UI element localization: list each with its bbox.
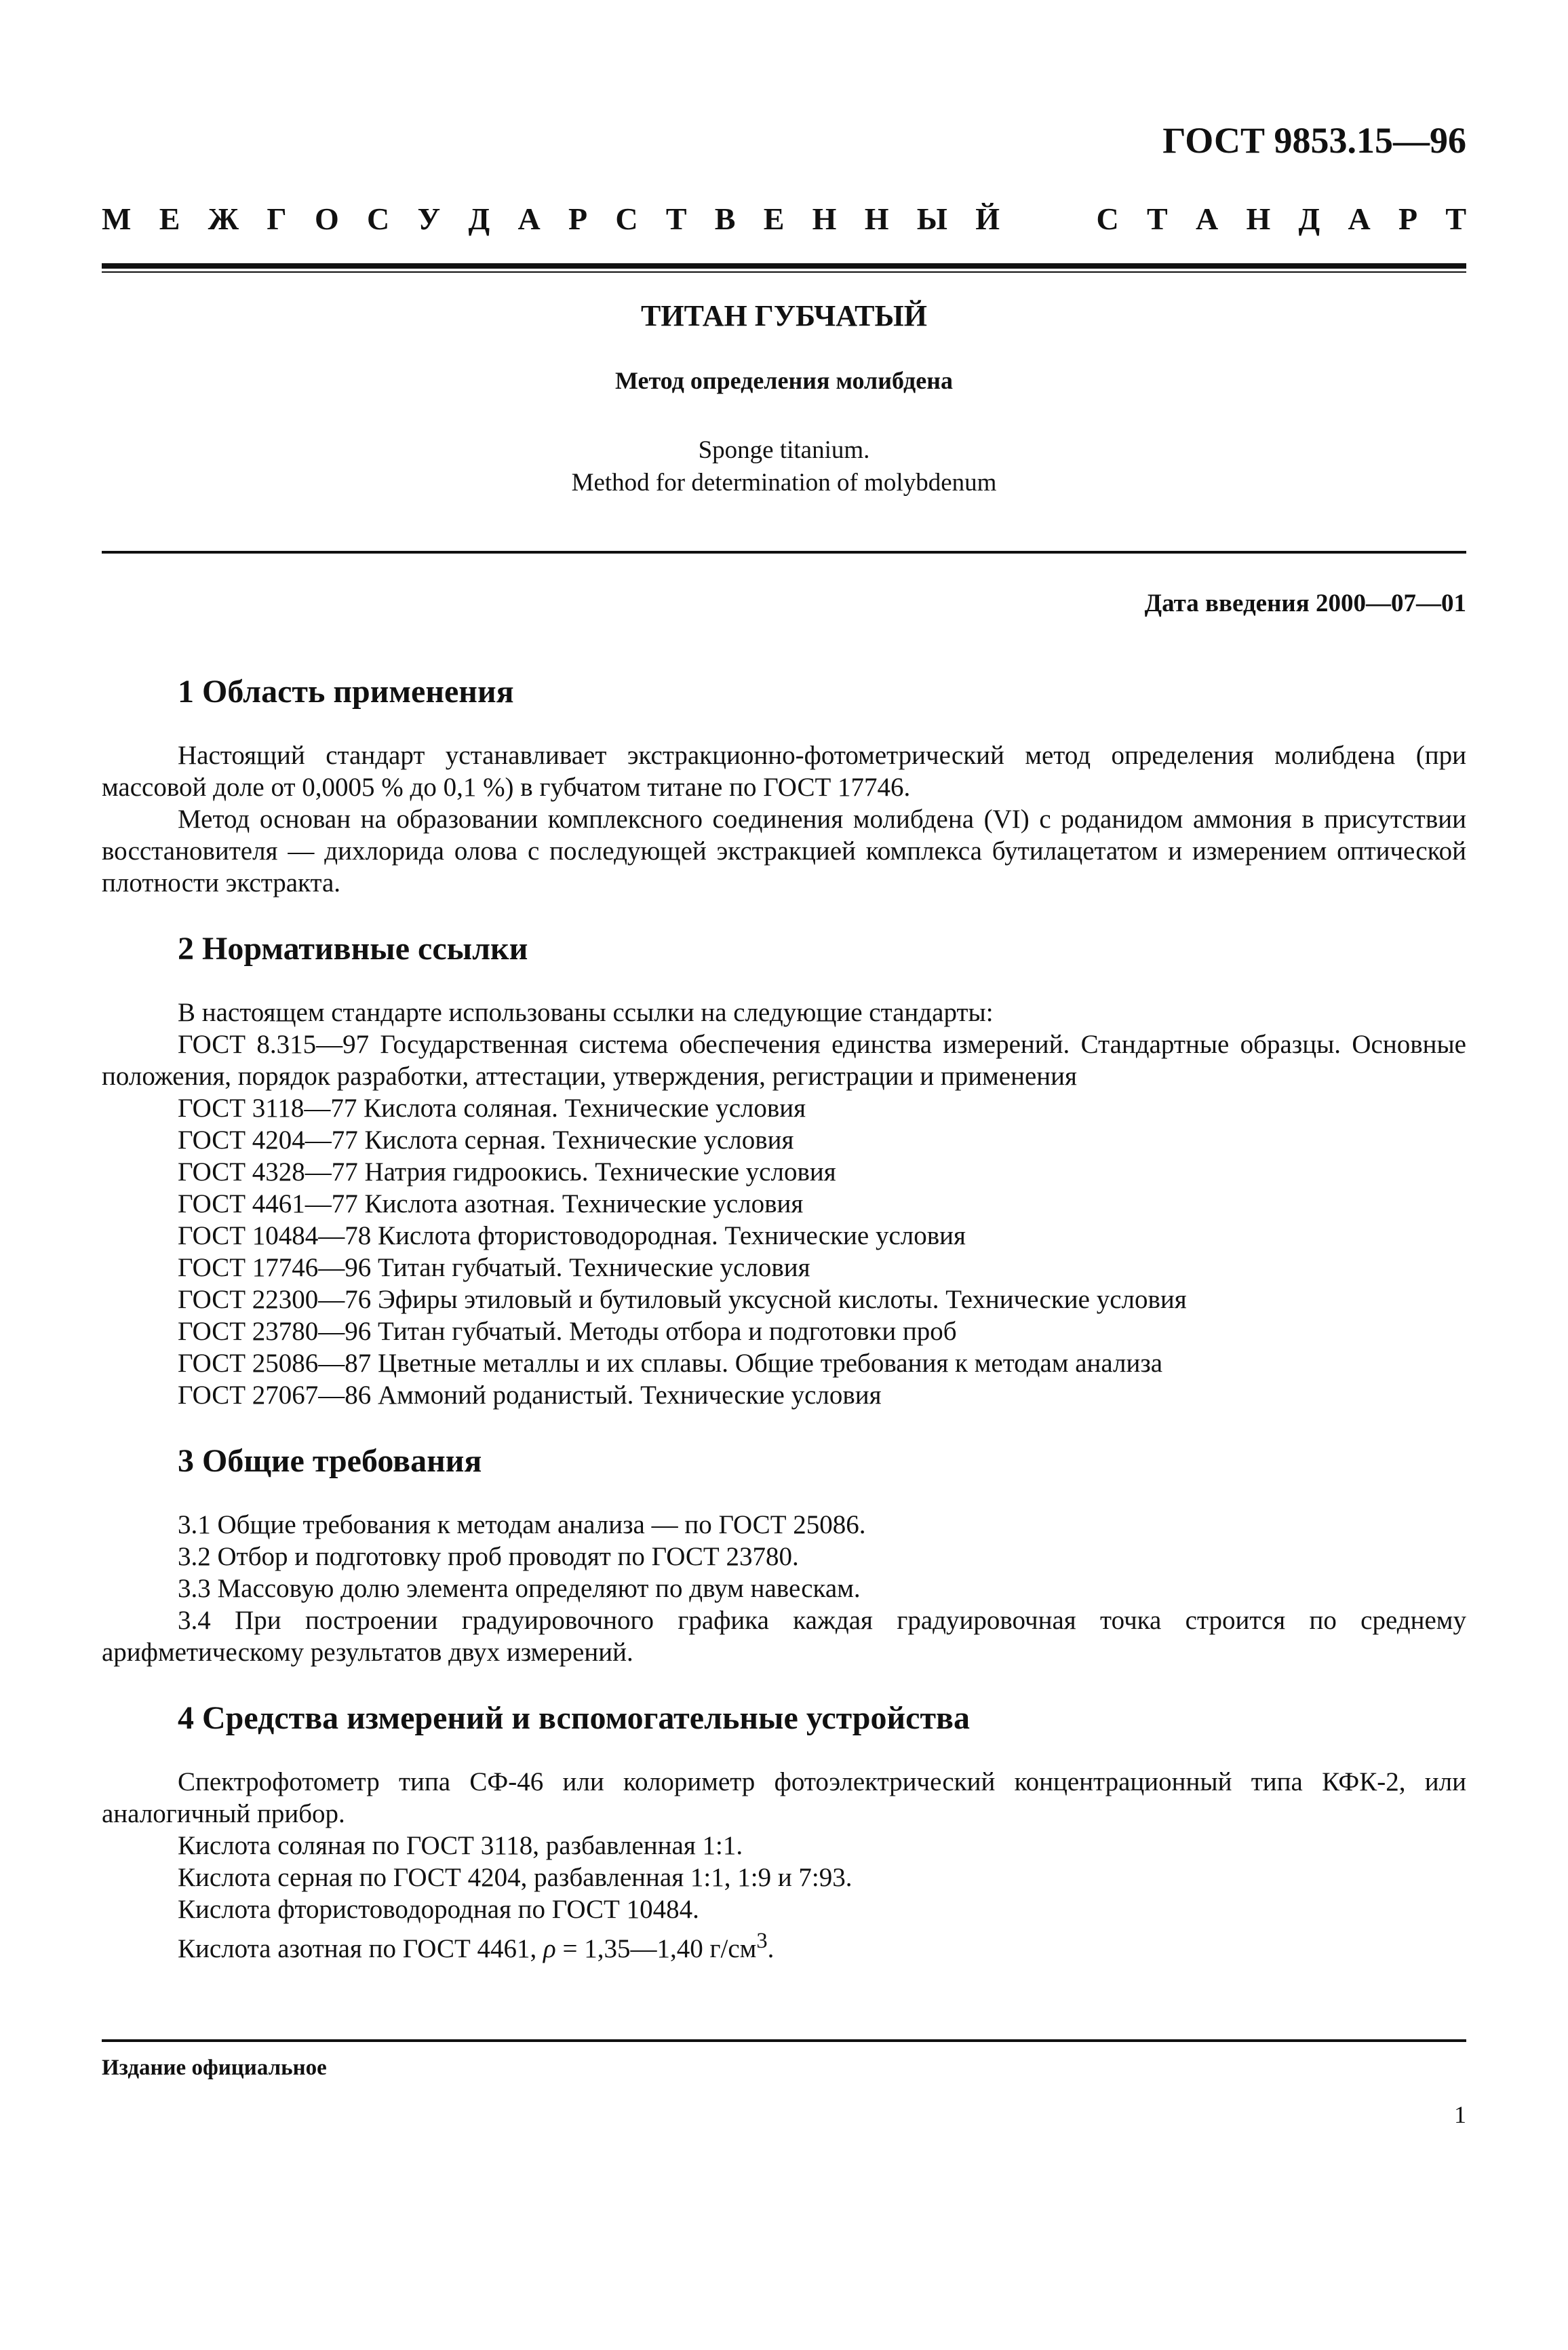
page-number: 1 [1454,2101,1466,2128]
section-heading: 1 Область применения [178,674,514,710]
english-title-line-2: Method for determination of molybdenum [571,469,997,497]
banner-letter: О [314,201,339,236]
paragraph: Настоящий стандарт устанавливает экстракционно-фотометрический метод определения молибдена (при массовой доле от 0,0005 % до 0,1 %) в губчатом титане по ГОСТ 17746. [102,741,1466,802]
banner-letter: У [417,201,441,236]
banner-letter: В [714,201,736,236]
english-title [0,434,1568,499]
clause: 3.4 При построении градуировочного графика каждая градуировочная точка строится по среднему арифметическому результатов двух измерений. [102,1606,1466,1667]
clause: 3.3 Массовую долю элемента определяют по двум навескам. [178,1574,861,1603]
section-heading: 4 Средства измерений и вспомогательные устройства [178,1700,970,1736]
banner-letter: Т [1147,201,1168,236]
gost-number: ГОСТ 9853.15—96 [1162,120,1466,161]
banner-letter: С [1096,201,1119,236]
section-general-requirements [102,1441,1466,1668]
density-symbol: ρ [543,1934,556,1963]
banner-letter: Н [812,201,837,236]
reference-item: ГОСТ 25086—87 Цветные металлы и их сплавы. Общие требования к методам анализа [178,1349,1163,1378]
banner-letter: Е [159,201,180,236]
banner-letter: Ы [916,201,947,236]
reference-item: ГОСТ 4328—77 Натрия гидроокись. Технические условия [178,1157,836,1187]
banner-letter: Й [975,201,1000,236]
section-measuring-instruments [102,1698,1466,1965]
paragraph: Метод основан на образовании комплексного соединения молибдена (VI) с роданидом аммония в присутствии восстановителя — дихлорида олова с последующей экстракцией комплекса бутилацетатом и измерением оптической плотности экстракта. [102,805,1466,898]
section-normative-references [102,929,1466,1411]
banner-letter: Р [568,201,588,236]
paragraph: Кислота фтористоводородная по ГОСТ 10484. [178,1895,699,1924]
document-body [102,672,1466,1995]
reference-item: ГОСТ 23780—96 Титан губчатый. Методы отбора и подготовки проб [178,1317,957,1346]
interstate-standard-banner [102,201,1466,237]
paragraph: Спектрофотометр типа СФ-46 или колориметр фотоэлектрический концентрационный типа КФК-2, или аналогичный прибор. [102,1767,1466,1828]
english-title-line-1: Sponge titanium. [698,436,870,464]
header-rule-thick [102,263,1466,269]
banner-letter: Ж [208,201,239,236]
banner-letter: Р [1398,201,1418,236]
banner-letter: Д [468,201,490,236]
banner-letter: А [517,201,541,236]
paragraph: В настоящем стандарте использованы ссылки на следующие стандарты: [178,998,994,1027]
reference-item: ГОСТ 8.315—97 Государственная система обеспечения единства измерений. Стандартные образцы. Основные положения, порядок разработки, аттестации, утверждения, регистрации и применения [102,1030,1466,1091]
banner-letter: А [1348,201,1371,236]
section-heading: 3 Общие требования [178,1443,482,1479]
banner-letter: Г [267,201,287,236]
clause: 3.2 Отбор и подготовку проб проводят по ГОСТ 23780. [178,1542,799,1571]
text-span: Кислота азотная по ГОСТ 4461, [178,1934,544,1963]
reference-item: ГОСТ 10484—78 Кислота фтористоводородная. Технические условия [178,1221,966,1250]
text-span: = 1,35—1,40 г/см [555,1934,757,1963]
section-scope [102,672,1466,899]
superscript: 3 [756,1929,768,1953]
reference-item: ГОСТ 22300—76 Эфиры этиловый и бутиловый уксусной кислоты. Технические условия [178,1285,1187,1314]
banner-gap [1027,201,1068,237]
banner-letter: Н [1246,201,1271,236]
footer-rule [102,2039,1466,2042]
reference-item: ГОСТ 4204—77 Кислота серная. Технические условия [178,1125,794,1155]
banner-letter: Т [665,201,687,236]
banner-letter: А [1195,201,1219,236]
reference-list [102,1092,1466,1411]
paragraph-nitric-acid [102,1925,1466,1965]
clause: 3.1 Общие требования к методам анализа — по ГОСТ 25086. [178,1510,866,1539]
paragraph: Кислота соляная по ГОСТ 3118, разбавленная 1:1. [178,1831,743,1860]
header-bottom-rule [102,551,1466,554]
official-edition-label: Издание официальное [102,2056,327,2080]
header-rule-thin [102,271,1466,273]
reference-item: ГОСТ 3118—77 Кислота соляная. Технические условия [178,1094,806,1123]
reference-item: ГОСТ 17746—96 Титан губчатый. Технические условия [178,1253,810,1282]
banner-letter: Д [1298,201,1320,236]
banner-letter: М [102,201,132,236]
banner-letter: С [615,201,638,236]
banner-letter: Т [1445,201,1466,236]
section-heading: 2 Нормативные ссылки [178,931,528,967]
introduction-date: Дата введения 2000—07—01 [1144,590,1466,617]
document-title: ТИТАН ГУБЧАТЫЙ [641,299,927,332]
document-subtitle: Метод определения молибдена [614,367,953,394]
text-span: . [767,1934,775,1963]
paragraph: Кислота серная по ГОСТ 4204, разбавленная 1:1, 1:9 и 7:93. [178,1863,852,1892]
reference-item: ГОСТ 27067—86 Аммоний роданистый. Технические условия [178,1381,882,1410]
banner-letter: Н [864,201,889,236]
reference-item: ГОСТ 4461—77 Кислота азотная. Технические условия [178,1189,804,1218]
banner-letter: Е [763,201,785,236]
banner-letter: С [366,201,390,236]
